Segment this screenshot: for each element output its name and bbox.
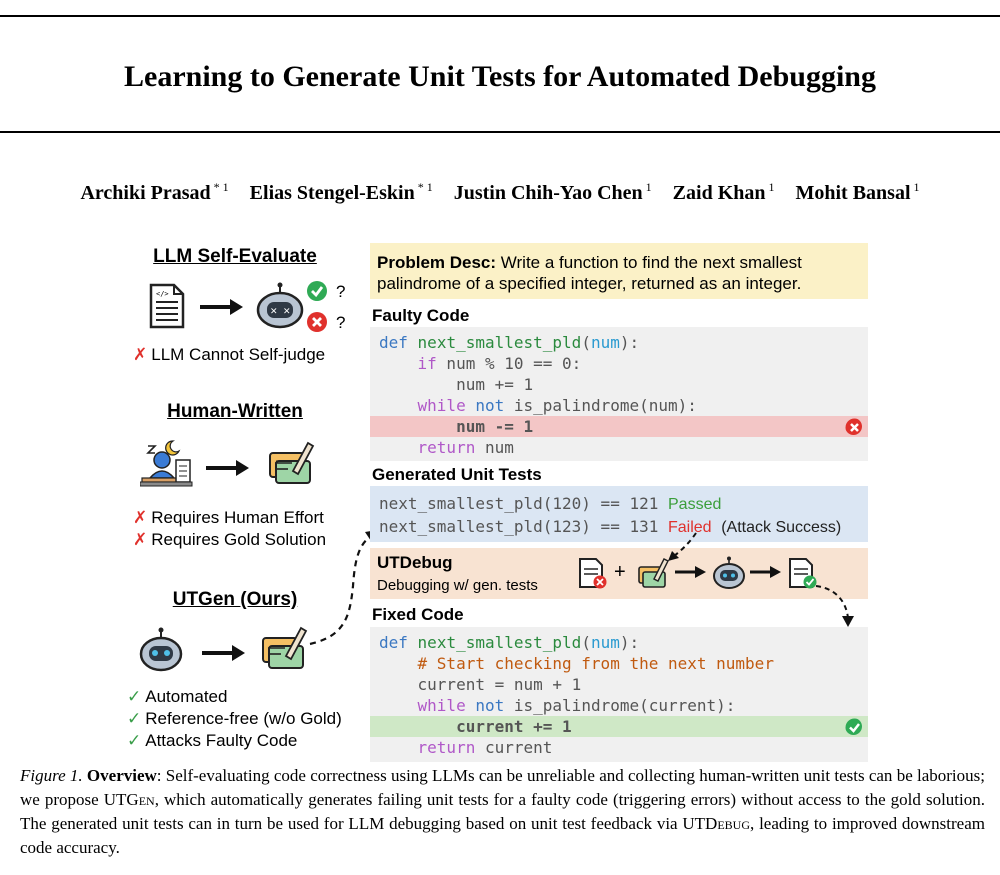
faulty-code-doc-icon bbox=[578, 557, 608, 591]
generated-tests-heading: Generated Unit Tests bbox=[372, 465, 542, 484]
figure-caption: Figure 1. Overview: Self-evaluating code correctness using LLMs can be unreliable and collecting human-written unit tests can be laborious; we propose UTGen, which automatically generates failing unit tests for a faulty code (triggering errors) without access to the gold solution. The generated unit tests can in turn be used for LLM debugging based on unit test feedback via UTDebug, leading to improved downstream code accuracy. bbox=[20, 766, 985, 857]
writing-test-icon bbox=[259, 622, 309, 672]
arrow-right-icon bbox=[200, 297, 244, 317]
question-mark: ? bbox=[336, 313, 346, 332]
benefit-note: ✓ Automated bbox=[127, 687, 228, 706]
code-line: while not is_palindrome(current): bbox=[417, 696, 736, 715]
problem-label: Problem Desc: bbox=[377, 253, 497, 272]
code-line: if num % 10 == 0: bbox=[417, 354, 582, 373]
code-line: # Start checking from the next number bbox=[417, 654, 774, 673]
faulty-code-block bbox=[370, 327, 868, 461]
fixed-code-block bbox=[370, 627, 868, 762]
code-line: return current bbox=[417, 738, 553, 757]
problem-text: Write a function to find the next smallest bbox=[500, 253, 802, 272]
confused-robot-icon bbox=[254, 282, 306, 330]
robot-icon bbox=[138, 627, 184, 673]
fixed-code-heading: Fixed Code bbox=[372, 605, 464, 624]
code-line: current = num + 1 bbox=[417, 675, 582, 694]
caption-bold: Overview bbox=[86, 766, 157, 785]
svg-text:✕: ✕ bbox=[283, 307, 291, 317]
dashed-arrow-to-fixed-code-icon bbox=[812, 580, 862, 630]
utgen-heading: UTGen (Ours) bbox=[172, 589, 298, 610]
plus-sign: + bbox=[614, 561, 626, 583]
arrow-right-icon bbox=[202, 643, 246, 663]
utdebug-subtitle: Debugging w/ gen. tests bbox=[377, 577, 538, 594]
svg-text:</>: </> bbox=[156, 290, 169, 298]
fixed-code-line: current += 1 bbox=[370, 716, 868, 737]
code-line: def next_smallest_pld(num): bbox=[379, 633, 640, 652]
test-line: next_smallest_pld(123) == 131 Failed (Attack Success) bbox=[379, 517, 842, 536]
title-bottom-rule bbox=[0, 131, 1000, 133]
tired-human-at-desk-icon bbox=[140, 438, 194, 490]
test-line: next_smallest_pld(120) == 121 Passed bbox=[379, 494, 722, 513]
test-status-passed: Passed bbox=[668, 496, 722, 513]
arrow-right-icon bbox=[206, 458, 250, 478]
benefit-note: ✓ Reference-free (w/o Gold) bbox=[127, 709, 342, 728]
author: Elias Stengel-Eskin $^{* 1}$ bbox=[249, 180, 433, 204]
robot-icon bbox=[712, 556, 746, 590]
utdebug-block bbox=[370, 548, 868, 599]
generated-tests-block bbox=[370, 486, 868, 542]
limitation-note: ✗ Requires Gold Solution bbox=[133, 530, 327, 549]
human-written-heading: Human-Written bbox=[167, 401, 303, 422]
arrow-right-icon bbox=[675, 564, 707, 580]
svg-text:✕: ✕ bbox=[270, 307, 278, 317]
code-line: return num bbox=[417, 438, 514, 457]
error-circle-icon bbox=[306, 311, 328, 333]
author: Zaid Khan $^1$ bbox=[672, 180, 775, 204]
author: Justin Chih-Yao Chen $^1$ bbox=[453, 180, 652, 204]
author: Mohit Bansal $^1$ bbox=[795, 180, 920, 204]
writing-test-icon bbox=[266, 437, 316, 487]
document-icon bbox=[148, 282, 186, 330]
code-line: num += 1 bbox=[456, 375, 534, 394]
limitation-note: ✗ LLM Cannot Self-judge bbox=[133, 345, 326, 364]
question-mark: ? bbox=[336, 282, 346, 301]
benefit-note: ✓ Attacks Faulty Code bbox=[127, 731, 298, 750]
code-line: while not is_palindrome(num): bbox=[417, 396, 697, 415]
top-rule bbox=[0, 15, 1000, 17]
problem-description-box bbox=[370, 243, 868, 299]
faulty-code-heading: Faulty Code bbox=[372, 306, 470, 325]
llm-self-evaluate-heading: LLM Self-Evaluate bbox=[153, 246, 317, 267]
faulty-code-line: num -= 1 bbox=[370, 416, 868, 437]
check-circle-icon bbox=[845, 718, 862, 735]
author: Archiki Prasad $^{* 1}$ bbox=[80, 180, 229, 204]
error-circle-icon bbox=[845, 418, 862, 435]
utdebug-title: UTDebug bbox=[377, 553, 453, 572]
limitation-note: ✗ Requires Human Effort bbox=[133, 508, 324, 527]
problem-text: palindrome of a specified integer, returned as an integer. bbox=[377, 274, 802, 293]
paper-title: Learning to Generate Unit Tests for Automated Debugging bbox=[124, 60, 876, 93]
dashed-arrow-into-utdebug-icon bbox=[660, 530, 700, 564]
dashed-arrow-to-tests-icon bbox=[305, 526, 380, 656]
figure-label: Figure 1. bbox=[20, 766, 83, 785]
code-line: def next_smallest_pld(num): bbox=[379, 333, 640, 352]
check-circle-icon bbox=[306, 280, 328, 302]
test-status-failed: Failed bbox=[668, 519, 712, 536]
arrow-right-icon bbox=[750, 564, 782, 580]
author-list bbox=[0, 180, 1000, 205]
